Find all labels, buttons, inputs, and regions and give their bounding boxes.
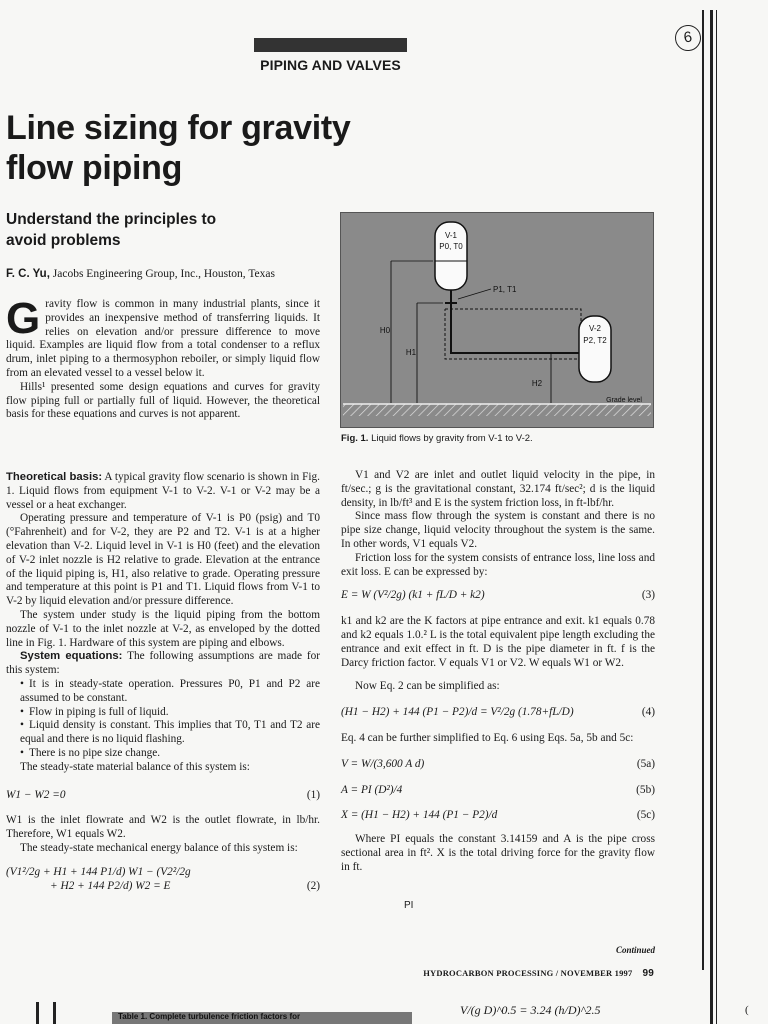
energy-balance-text: The steady-state mechanical energy balance of this system is:	[20, 841, 298, 854]
figure-1	[340, 212, 654, 428]
article-title-line2: flow piping	[6, 149, 183, 187]
equation-2	[6, 856, 320, 902]
equation-3-number: (3)	[641, 589, 655, 602]
assumption-bullet-1: • It is in steady-state operation. Pressures P0, P1 and P2 are assumed to be constant.	[6, 678, 320, 706]
section-title: PIPING AND VALVES	[260, 57, 401, 73]
intro-paragraph-1: Gravity flow is common in many industrial plants, since it provides an inexpensive method of transferring liquids. It relies on elevation and/or pressure difference to move liquid. Examples are liquid flow from a total condenser to a reflux drum, inlet piping to a thermosyphon reboiler, or simply liquid flow from an elevated vessel to a vessel below it.	[6, 294, 320, 379]
page-edge-line-2	[710, 10, 713, 1024]
equation-4	[341, 694, 655, 732]
deck-line2: avoid problems	[6, 232, 121, 249]
page-number: 99	[642, 968, 654, 979]
equation-5a-body: V = W/(3,600 A d)	[341, 757, 425, 770]
equation-3	[341, 579, 655, 615]
equation-1	[6, 775, 320, 815]
h2-label: H2	[531, 379, 543, 388]
equation-2-line1: (V1²/2g + H1 + 144 P1/d) W1 − (V2²/2g	[6, 865, 191, 878]
author-name: F. C. Yu,	[6, 268, 50, 280]
v2-label: V-2	[588, 324, 602, 333]
liquid-pipe	[451, 290, 591, 353]
p1-label: P1, T1	[493, 285, 517, 294]
handwritten-annotation: PI	[404, 900, 414, 911]
where-paragraph: Where PI equals the constant 3.14159 and A is the pipe cross sectional area in ft². X is the total driving force for the gravity flow in ft.	[341, 833, 655, 873]
equation-3-body: E = W (V²/2g) (k1 + fL/D + k2)	[341, 589, 485, 602]
figure-caption	[341, 433, 661, 444]
page-edge-line-3	[716, 10, 717, 1024]
friction-paragraph: Friction loss for the system consists of entrance loss, line loss and exit loss. E can be expressed by:	[341, 551, 655, 578]
eq6-intro: Eq. 4 can be further simplified to Eq. 6 using Eqs. 5a, 5b and 5c:	[341, 731, 634, 744]
equation-1-body: W1 − W2 =0	[6, 788, 66, 801]
left-body-column	[6, 471, 320, 901]
theory-paragraph-1: Theoretical basis: A typical gravity flow scenario is shown in Fig. 1. Liquid flows from equipment V-1 to V-2. V-1 or V-2 may be a vessel or a heat exchanger.	[6, 471, 320, 511]
section-bar	[254, 38, 407, 52]
equation-5a-number: (5a)	[636, 757, 655, 770]
article-title-line1: Line sizing for gravity	[6, 109, 351, 147]
h0-label: H0	[379, 326, 391, 335]
handwritten-page-marker: 6	[673, 23, 702, 52]
deck-line1: Understand the principles to	[6, 211, 217, 228]
flowrate-paragraph: W1 is the inlet flowrate and W2 is the outlet flowrate, in lb/hr. Therefore, W1 equals W2.	[6, 814, 320, 841]
grade-hatch	[343, 404, 651, 416]
journal-name: HYDROCARBON PROCESSING / NOVEMBER 1997	[423, 968, 633, 978]
figure-caption-label: Fig. 1.	[341, 433, 369, 444]
k-factor-paragraph: k1 and k2 are the K factors at pipe entrance and exit. k1 equals 0.78 and k2 equals 1.0.² L is the total equivalent pipe length excluding the entrance and exit effect in ft. D is the pipe diameter in ft. f is the Darcy friction factor. V equals V1 or V2. W equals W1 or W2.	[341, 615, 655, 669]
equation-5c	[341, 803, 655, 833]
article-title	[6, 108, 486, 188]
next-page-table-title: Table 1. Complete turbulence friction factors for	[118, 1012, 301, 1021]
scan-edge-marks	[36, 1002, 56, 1024]
equation-2-line2: + H2 + 144 P2/d) W2 = E	[50, 879, 171, 892]
page-edge-line-1	[702, 10, 704, 970]
intro-paragraph-2: Hills¹ presented some design equations and curves for gravity flow piping full or partially full of liquid. However, the theoretical basis for these equations and curves is not apparent.	[6, 380, 320, 421]
journal-footer	[412, 968, 654, 979]
h1-label: H1	[405, 348, 417, 357]
equation-5a	[341, 746, 655, 778]
continued-label: Continued	[615, 945, 655, 955]
stray-mark: (	[745, 1004, 749, 1016]
assumption-bullet-2: • Flow in piping is full of liquid.	[6, 706, 320, 720]
system-heading: System equations:	[20, 650, 123, 663]
velocity-paragraph: V1 and V2 are inlet and outlet liquid velocity in the pipe, in ft/sec.; g is the gravitational constant, 32.174 ft/sec²; d is the liquid density, in lb/ft³ and E is the system friction loss, in ft-lbf/hr.	[341, 469, 655, 509]
theory-paragraph-3: The system under study is the liquid piping from the bottom nozzle of V-1 to the inlet nozzle at V-2, as enveloped by the dotted line in Fig. 1. Hardware of this system are piping and elbows.	[6, 608, 320, 649]
theory-heading: Theoretical basis:	[6, 471, 103, 483]
equation-2-body	[6, 866, 191, 894]
intro-column	[6, 294, 320, 422]
grade-label: Grade level	[606, 397, 642, 404]
assumption-bullet-4: • There is no pipe size change.	[6, 747, 320, 761]
equation-5b-number: (5b)	[636, 783, 655, 796]
theory-paragraph-2: Operating pressure and temperature of V-1 is P0 (psig) and T0 (°Fahrenheit) and for V-2, they are P2 and T2. V-1 is at a higher elevation than V-2. Liquid level in V-1 is H0 (feet) and the elevation of V-2 inlet nozzle is H2 relative to grade. Elevation at the entrance of the liquid piping is, H1, also relative to grade. Operating pressure and temperature at this point is P1 and T1. Liquid flows from V-1 to V-2 by liquid elevation and/or pressure difference.	[6, 512, 320, 608]
v2-conditions: P2, T2	[583, 336, 607, 345]
equation-4-body: (H1 − H2) + 144 (P1 − P2)/d = V²/2g (1.78+fL/D)	[341, 706, 574, 719]
material-balance-text: The steady-state material balance of this system is:	[20, 760, 250, 773]
equation-5c-number: (5c)	[636, 809, 655, 822]
simplified-intro: Now Eq. 2 can be simplified as:	[355, 680, 500, 693]
gravity-flow-diagram	[341, 213, 653, 427]
next-page-equation: V/(g D)^0.5 = 3.24 (h/D)^2.5	[460, 1003, 601, 1017]
byline	[6, 268, 326, 280]
mass-flow-paragraph: Since mass flow through the system is constant and there is no pipe size change, liquid velocity throughout the system is the same. In other words, V1 equals V2.	[341, 510, 655, 550]
author-affiliation: Jacobs Engineering Group, Inc., Houston, Texas	[52, 268, 275, 280]
equation-2-number: (2)	[306, 879, 320, 892]
v1-conditions: P0, T0	[439, 242, 463, 251]
p1-leader	[458, 289, 491, 299]
equation-5b	[341, 778, 655, 804]
right-column	[341, 469, 655, 875]
equation-5c-body: X = (H1 − H2) + 144 (P1 − P2)/d	[341, 809, 498, 822]
system-envelope	[445, 309, 581, 359]
equation-4-number: (4)	[641, 706, 655, 719]
drop-cap: G	[6, 294, 41, 343]
assumption-bullet-3: • Liquid density is constant. This implies that T0, T1 and T2 are equal and there is no liquid flashing.	[6, 719, 320, 747]
system-paragraph: System equations: The following assumptions are made for this system:	[6, 650, 320, 677]
figure-caption-text: Liquid flows by gravity from V-1 to V-2.	[371, 433, 533, 444]
equation-5b-body: A = PI (D²)/4	[341, 783, 403, 796]
v1-label: V-1	[444, 231, 458, 240]
equation-1-number: (1)	[306, 788, 320, 801]
article-deck	[6, 209, 306, 251]
